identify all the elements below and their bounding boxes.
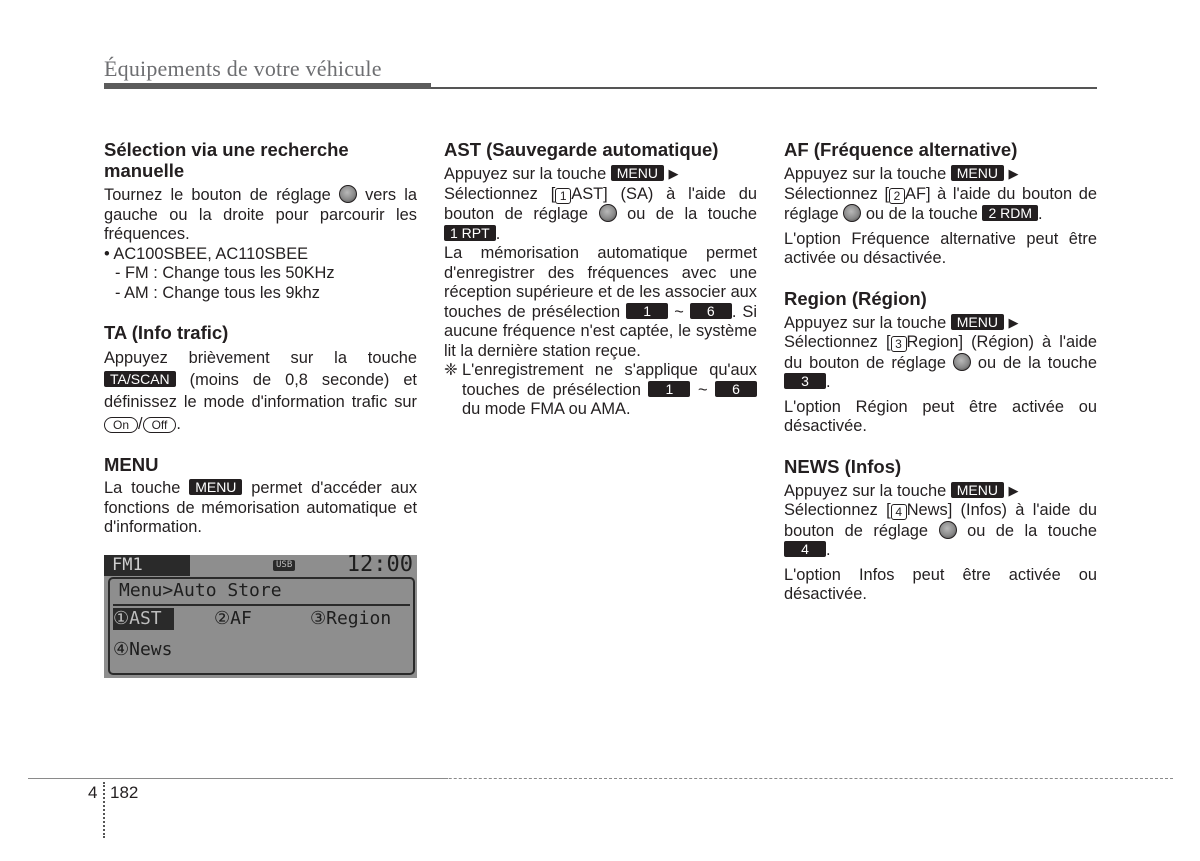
tuning-knob-icon	[939, 521, 957, 539]
rpt-key: 1 RPT	[444, 225, 496, 241]
tuning-knob-icon	[843, 204, 861, 222]
arrow-right-icon: ▶	[668, 166, 679, 181]
header-rule-thick	[104, 83, 431, 89]
ast-step-2: Sélectionnez [ 1 AST] (SA) à l'aide du bouton de réglage ou de la touche 1 RPT .	[444, 184, 758, 243]
display-clock: 12:00	[346, 555, 413, 577]
column-right	[784, 139, 1097, 605]
news-description: L'option Infos peut être activée ou désactivée.	[784, 565, 1097, 603]
option-number-badge: 1	[555, 188, 571, 204]
menu-frame	[108, 577, 415, 675]
arrow-right-icon: ▶	[1008, 482, 1019, 498]
menu-key: MENU	[611, 165, 664, 181]
news-step-2: Sélectionnez [ 4 News] (Infos) à l'aide du bouton de réglage ou de la touche 4 .	[784, 501, 1098, 559]
arrow-right-icon: ▶	[1008, 314, 1019, 330]
band-label: FM1	[104, 555, 190, 576]
chapter-number: 4	[88, 783, 98, 802]
footer-divider	[103, 782, 105, 838]
menu-key: MENU	[951, 314, 1004, 330]
rdm-key: 2 RDM	[982, 205, 1038, 221]
preset-key-4: 4	[784, 541, 826, 557]
ast-description: La mémorisation automatique permet d'enregistrer des fréquences avec une réception supérieure et de les associer aux touches de présélection 1 ~ 6 . Si aucune fréquence n'est captée, le système lit la dernière station reçue.	[444, 244, 757, 360]
option-number-badge: 3	[891, 336, 907, 352]
preset-key-1: 1	[626, 303, 668, 319]
preset-key-6: 6	[690, 303, 732, 319]
menu-text: La touche MENU permet d'accéder aux fonctions de mémorisation automatique et d'information.	[104, 479, 418, 536]
af-step-1: Appuyez sur la touche MENU ▶	[784, 165, 1019, 183]
tuning-knob-icon	[339, 185, 357, 203]
section-heading-region: Region (Région)	[784, 287, 927, 309]
am-step-line: - AM : Change tous les 9khz	[115, 283, 320, 302]
section-heading-manual: Sélection via une recherche manuelle	[104, 139, 349, 181]
page-header-title: Équipements de votre véhicule	[104, 56, 382, 81]
menu-separator	[113, 604, 410, 606]
display-status-bar	[104, 555, 417, 576]
section-heading-ta: TA (Info trafic)	[104, 322, 229, 343]
section-heading-ast: AST (Sauvegarde automatique)	[444, 139, 719, 160]
section-heading-menu: MENU	[104, 454, 159, 475]
page-number: 182	[110, 783, 139, 802]
preset-key-6: 6	[715, 381, 757, 397]
column-middle	[444, 139, 757, 420]
news-step-1: Appuyez sur la touche MENU ▶	[784, 481, 1019, 500]
note-symbol: ❈	[444, 361, 458, 379]
on-pill: On	[104, 417, 138, 433]
preset-key-3: 3	[784, 373, 826, 389]
region-step-2: Sélectionnez [ 3 Region] (Région) à l'aide du bouton de réglage ou de la touche 3 .	[784, 333, 1098, 391]
menu-key: MENU	[189, 479, 242, 495]
menu-item-region: ③Region	[310, 608, 392, 629]
ast-step-1: Appuyez sur la touche MENU ▶	[444, 165, 679, 183]
tuning-knob-icon	[599, 204, 617, 222]
radio-display-illustration	[104, 555, 417, 678]
header-rule-thin	[431, 87, 1097, 89]
menu-key: MENU	[951, 165, 1004, 181]
menu-path: Menu>Auto Store	[119, 580, 282, 601]
manual-text: Tournez le bouton de réglage vers la gauche ou la droite pour parcourir les fréquences.	[104, 186, 417, 243]
menu-item-af: ②AF	[214, 608, 252, 629]
column-left	[104, 139, 417, 538]
arrow-right-icon: ▶	[1008, 166, 1019, 181]
usb-badge: USB	[273, 560, 295, 571]
option-number-badge: 2	[889, 188, 905, 204]
option-number-badge: 4	[891, 504, 907, 520]
footer-rule-solid	[28, 778, 448, 779]
menu-key: MENU	[951, 482, 1004, 498]
ta-scan-key: TA/SCAN	[104, 371, 176, 387]
region-step-1: Appuyez sur la touche MENU ▶	[784, 313, 1019, 332]
section-heading-news: NEWS (Infos)	[784, 455, 902, 477]
menu-item-news: ④News	[113, 639, 173, 660]
tuning-knob-icon	[953, 353, 971, 371]
menu-item-ast: ①AST	[113, 608, 174, 630]
region-description: L'option Région peut être activée ou désactivée.	[784, 397, 1097, 435]
models-line: • AC100SBEE, AC110SBEE	[104, 244, 309, 263]
section-heading-af: AF (Fréquence alternative)	[784, 139, 1018, 160]
ta-text: Appuyez brièvement sur la touche TA/SCAN (moins de 0,8 seconde) et définissez le mode d'information trafic surOn / Off .	[104, 349, 417, 433]
preset-key-1: 1	[648, 381, 690, 397]
ast-note: ❈ L'enregistrement ne s'applique qu'aux touches de présélection 1 ~ 6 du mode FMA ou AMA.	[444, 361, 757, 418]
fm-step-line: - FM : Change tous les 50KHz	[115, 264, 335, 282]
off-pill: Off	[143, 417, 177, 433]
af-step-2: Sélectionnez [ 2 AF] à l'aide du bouton de réglage ou de la touche 2 RDM .	[784, 184, 1097, 223]
af-description: L'option Fréquence alternative peut être activée ou désactivée.	[784, 229, 1097, 267]
